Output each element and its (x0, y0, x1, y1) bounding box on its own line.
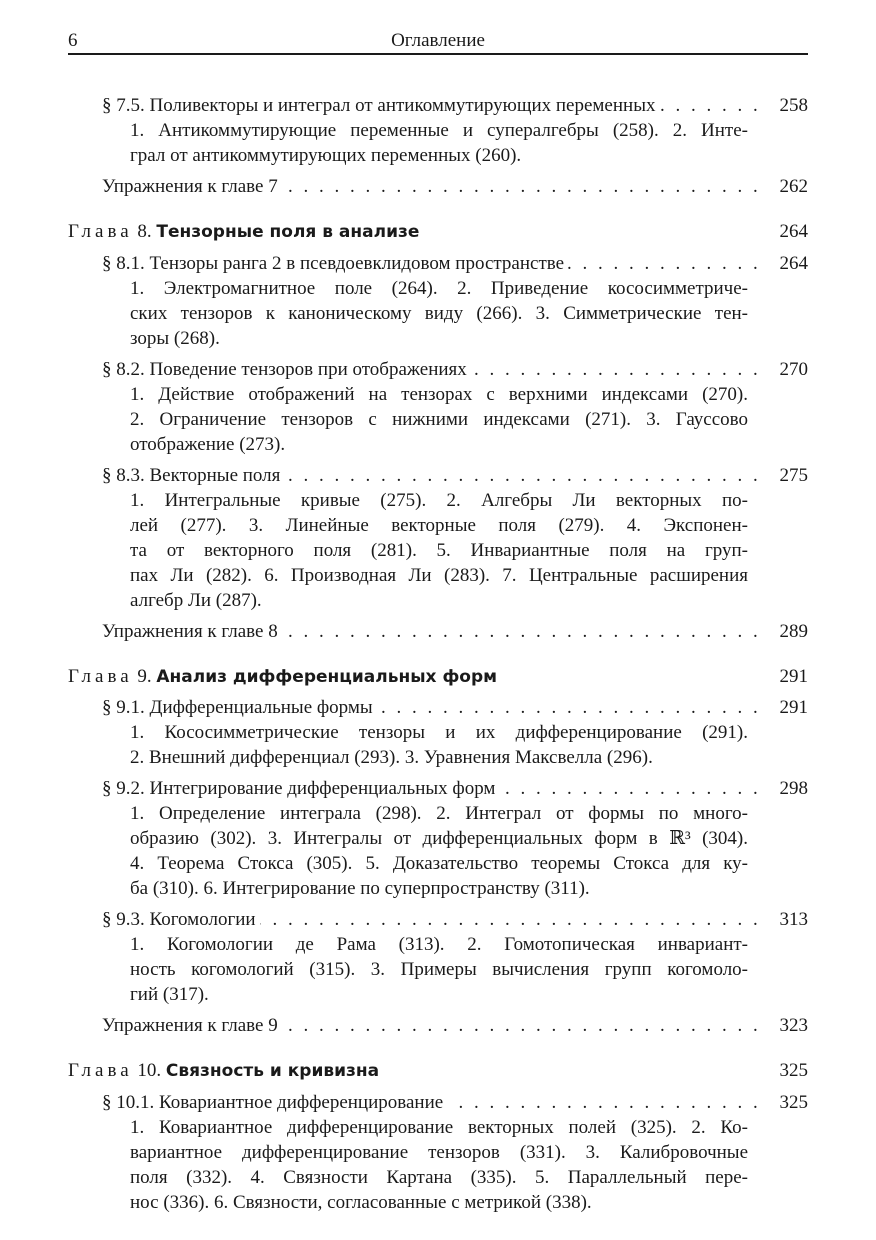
chapter-title: Анализ дифференциальных форм (156, 667, 498, 687)
toc-subsection-line: 1. Электромагнитное поле (264). 2. Приведение кососимметриче- (130, 278, 748, 299)
toc-subsection-line: та от векторного поля (281). 5. Инвариантные поля на груп- (130, 540, 748, 561)
toc-page-number: 275 (779, 465, 808, 486)
toc-page-number: 289 (779, 621, 808, 642)
chapter-number: 10. (137, 1060, 162, 1081)
toc-entry-7-5[interactable] (0, 93, 876, 118)
toc-page-number: 270 (779, 359, 808, 380)
toc-subsection-line: поля (332). 4. Связности Картана (335). 5. Параллельный пере- (130, 1167, 748, 1188)
running-title: Оглавление (391, 30, 485, 51)
chapter-title: Тензорные поля в анализе (156, 222, 420, 242)
toc-page-number: 323 (779, 1015, 808, 1036)
chapter-number: 8. (137, 221, 152, 242)
toc-entry-label: § 9.2. Интегрирование дифференциальных форм (102, 776, 499, 801)
toc-subsection-line: вариантное дифференцирование тензоров (331). 3. Калибровочные (130, 1142, 748, 1163)
toc-entry-label: Упражнения к главе 7 (102, 174, 282, 199)
chapter-heading (68, 1058, 383, 1084)
chapter-word: Глава (68, 1060, 133, 1081)
toc-entry-exercises-8[interactable] (0, 619, 876, 644)
toc-entry-9-2[interactable] (0, 776, 876, 801)
toc-entry-label: § 9.1. Дифференциальные формы (102, 695, 377, 720)
toc-entry-label: Упражнения к главе 9 (102, 1013, 282, 1038)
toc-subsection-line: грал от антикоммутирующих переменных (260). (130, 145, 522, 166)
toc-page-number: 325 (779, 1060, 808, 1081)
toc-page-number: 291 (779, 666, 808, 687)
toc-subsection-line: 1. Кососимметрические тензоры и их дифференцирование (291). (130, 722, 748, 743)
toc-page-number: 262 (779, 176, 808, 197)
toc-entry-label: Упражнения к главе 8 (102, 619, 282, 644)
toc-subsection-line: 1. Когомологии де Рама (313). 2. Гомотопическая инвариант- (130, 934, 748, 955)
toc-subsection-line: 4. Теорема Стокса (305). 5. Доказательство теоремы Стокса для ку- (130, 853, 748, 874)
toc-entry-9-1[interactable] (0, 695, 876, 720)
toc-subsection-line: лей (277). 3. Линейные векторные поля (279). 4. Экспонен- (130, 515, 748, 536)
toc-subsection-line: 1. Действие отображений на тензорах с верхними индексами (270). (130, 384, 748, 405)
toc-subsection-line: ность когомологий (315). 3. Примеры вычисления групп когомоло- (130, 959, 748, 980)
toc-subsection-line: алгебр Ли (287). (130, 590, 262, 611)
toc-subsection-line: отображение (273). (130, 434, 286, 455)
chapter-title: Связность и кривизна (165, 1061, 380, 1081)
toc-page-number: 325 (779, 1092, 808, 1113)
toc-subsection-line: нос (336). 6. Связности, согласованные с метрикой (338). (130, 1192, 592, 1213)
toc-entry-label: § 7.5. Поливекторы и интеграл от антикоммутирующих переменных (102, 93, 659, 118)
toc-subsection-line: зоры (268). (130, 328, 220, 349)
toc-subsection-line: 1. Интегральные кривые (275). 2. Алгебры Ли векторных по- (130, 490, 748, 511)
toc-entry-8-1[interactable] (0, 251, 876, 276)
toc-entry-8-3[interactable] (0, 463, 876, 488)
toc-entry-8-2[interactable] (0, 357, 876, 382)
toc-page-number: 313 (779, 909, 808, 930)
toc-entry-exercises-7[interactable] (0, 174, 876, 199)
toc-subsection-line: гий (317). (130, 984, 209, 1005)
toc-subsection-line: 1. Ковариантное дифференцирование векторных полей (325). 2. Ко- (130, 1117, 748, 1138)
chapter-heading (68, 664, 501, 690)
toc-page-number: 264 (779, 221, 808, 242)
toc-chapter-8[interactable] (0, 219, 876, 244)
toc-page-number: 258 (779, 95, 808, 116)
toc-subsection-line: 2. Ограничение тензоров с нижними индексами (271). 3. Гауссово (130, 409, 748, 430)
toc-subsection-line: пах Ли (282). 6. Производная Ли (283). 7. Центральные расширения (130, 565, 748, 586)
toc-page-number: 264 (779, 253, 808, 274)
toc-subsection-line: 2. Внешний дифференциал (293). 3. Уравнения Максвелла (296). (130, 747, 653, 768)
chapter-number: 9. (137, 666, 152, 687)
toc-entry-label: § 8.3. Векторные поля (102, 463, 284, 488)
toc-entry-label: § 8.1. Тензоры ранга 2 в псевдоевклидовом пространстве (102, 251, 568, 276)
toc-subsection-line: образию (302). 3. Интегралы от дифференциальных форм в ℝ³ (304). (130, 828, 748, 849)
page-number: 6 (68, 30, 78, 51)
toc-subsection-line: 1. Антикоммутирующие переменные и супералгебры (258). 2. Инте- (130, 120, 748, 141)
chapter-word: Глава (68, 221, 133, 242)
chapter-word: Глава (68, 666, 133, 687)
toc-entry-exercises-9[interactable] (0, 1013, 876, 1038)
toc-page-number: 291 (779, 697, 808, 718)
toc-entry-label: § 10.1. Ковариантное дифференцирование (102, 1090, 447, 1115)
toc-entry-label: § 9.3. Когомологии (102, 907, 260, 932)
page-header (68, 26, 808, 52)
toc-subsection-line: ских тензоров к каноническому виду (266). 3. Симметрические тен- (130, 303, 748, 324)
toc-chapter-9[interactable] (0, 664, 876, 689)
header-rule (68, 53, 808, 55)
toc-entry-label: § 8.2. Поведение тензоров при отображениях (102, 357, 471, 382)
toc-chapter-10[interactable] (0, 1058, 876, 1083)
toc-page-number: 298 (779, 778, 808, 799)
chapter-heading (68, 219, 423, 245)
toc-subsection-line: 1. Определение интеграла (298). 2. Интеграл от формы по много- (130, 803, 748, 824)
toc-subsection-line: ба (310). 6. Интегрирование по суперпространству (311). (130, 878, 590, 899)
toc-entry-10-1[interactable] (0, 1090, 876, 1115)
toc-entry-9-3[interactable] (0, 907, 876, 932)
